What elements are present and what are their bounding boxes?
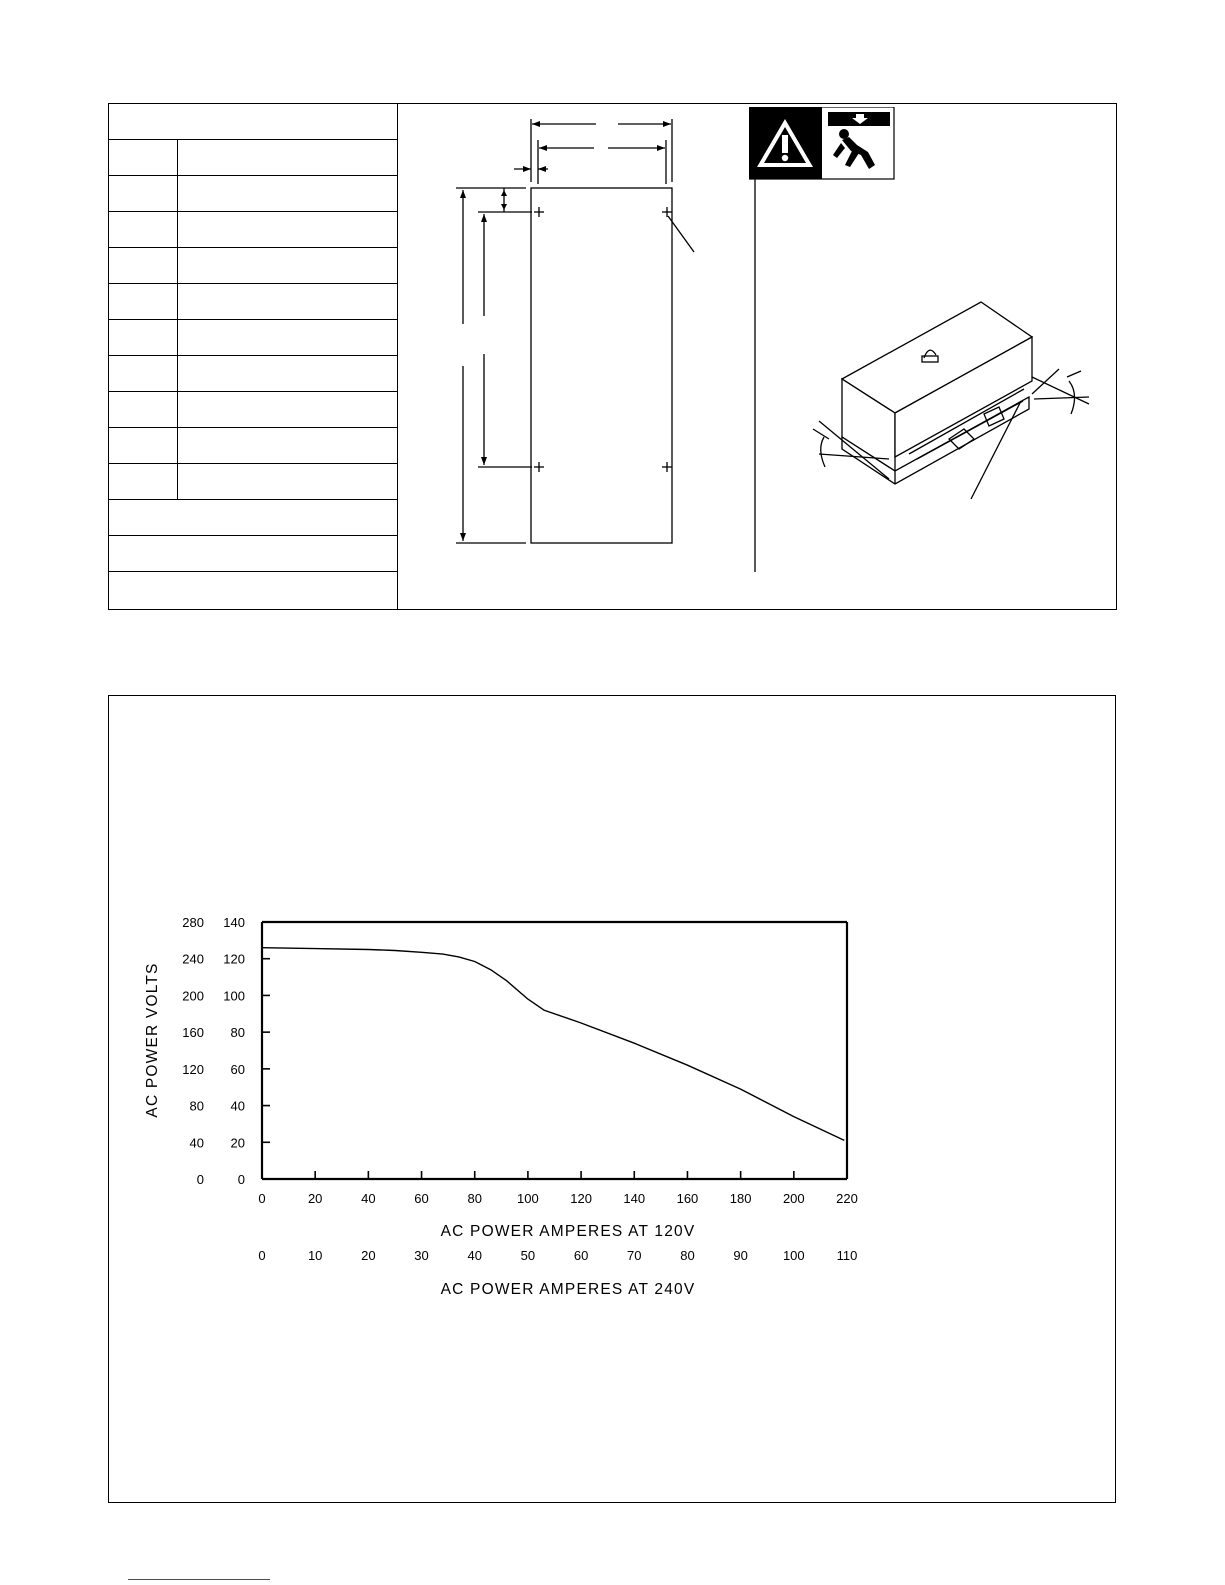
table-row <box>109 572 397 609</box>
y-tick-label-inner: 0 <box>237 1172 245 1187</box>
x-tick-label-240v: 0 <box>258 1248 266 1263</box>
y-tick-label-outer: 80 <box>189 1098 204 1114</box>
y-tick-label-outer: 200 <box>182 988 204 1004</box>
y-tick-label-outer: 120 <box>182 1061 204 1077</box>
y-tick-label-outer: 240 <box>182 951 204 967</box>
table-row <box>109 212 397 248</box>
x-axis-title-120v: AC POWER AMPERES AT 120V <box>440 1223 696 1240</box>
x-tick-label-120v: 220 <box>836 1191 858 1206</box>
x-tick-label-120v: 0 <box>258 1191 266 1206</box>
x-tick-label-240v: 50 <box>520 1248 536 1263</box>
table-row <box>109 428 397 464</box>
table-row <box>109 248 397 284</box>
x-tick-label-120v: 80 <box>467 1191 482 1206</box>
x-tick-label-120v: 200 <box>782 1191 805 1206</box>
table-row <box>109 140 397 176</box>
x-tick-label-240v: 90 <box>733 1248 748 1263</box>
table-row <box>109 464 397 500</box>
footer-link-underline[interactable] <box>128 1579 270 1580</box>
x-tick-label-240v: 60 <box>573 1248 589 1263</box>
x-tick-label-240v: 40 <box>467 1248 482 1263</box>
table-row <box>109 284 397 320</box>
installation-panel <box>108 103 1117 610</box>
warning-block <box>749 107 895 180</box>
x-tick-label-120v: 140 <box>623 1191 646 1206</box>
table-row <box>109 500 397 536</box>
x-tick-label-120v: 40 <box>361 1191 376 1206</box>
x-axis-title-240v: AC POWER AMPERES AT 240V <box>440 1281 696 1298</box>
table-row <box>109 536 397 572</box>
mounting-hole-icon <box>534 462 544 472</box>
y-tick-label-inner: 80 <box>230 1025 245 1041</box>
x-tick-label-120v: 20 <box>307 1191 323 1206</box>
mounting-hole-icon <box>534 207 544 217</box>
x-tick-label-240v: 70 <box>627 1248 642 1263</box>
x-tick-label-240v: 110 <box>836 1248 858 1263</box>
x-tick-label-120v: 120 <box>570 1191 592 1206</box>
y-tick-label-inner: 120 <box>223 951 245 967</box>
mounting-holes <box>534 207 672 472</box>
y-tick-label-outer: 40 <box>189 1135 204 1151</box>
y-tick-label-outer: 280 <box>182 915 204 930</box>
y-tick-label-inner: 20 <box>230 1135 245 1151</box>
dimensions-table <box>109 104 398 609</box>
x-tick-label-120v: 160 <box>676 1191 699 1206</box>
y-tick-label-inner: 60 <box>230 1061 245 1077</box>
x-tick-label-120v: 100 <box>517 1191 539 1206</box>
x-tick-label-120v: 180 <box>729 1191 752 1206</box>
x-tick-label-240v: 20 <box>361 1248 376 1263</box>
base-outline <box>531 188 672 543</box>
mounting-hole-icon <box>662 207 672 217</box>
volt-ampere-chart <box>109 696 1115 1502</box>
lifting-illustration <box>799 289 1119 529</box>
x-tick-label-240v: 30 <box>414 1248 429 1263</box>
table-row <box>109 356 397 392</box>
y-axis-title: AC POWER VOLTS <box>144 962 161 1118</box>
x-tick-label-240v: 80 <box>680 1248 695 1263</box>
mounting-hole-icon <box>662 462 672 472</box>
y-tick-label-inner: 140 <box>223 915 245 930</box>
warning-triangle-icon <box>749 107 822 179</box>
y-tick-label-outer: 160 <box>182 1025 204 1041</box>
table-row <box>109 392 397 428</box>
table-row <box>109 320 397 356</box>
y-tick-label-inner: 100 <box>223 988 245 1004</box>
table-row <box>109 176 397 212</box>
x-tick-label-240v: 100 <box>782 1248 805 1263</box>
y-tick-label-inner: 40 <box>230 1098 245 1114</box>
y-tick-label-outer: 0 <box>196 1172 204 1187</box>
x-tick-label-240v: 10 <box>307 1248 323 1263</box>
x-tick-label-120v: 60 <box>414 1191 429 1206</box>
table-header-row <box>109 104 397 140</box>
series-line <box>262 948 844 1141</box>
volt-ampere-curve-panel <box>108 695 1116 1503</box>
